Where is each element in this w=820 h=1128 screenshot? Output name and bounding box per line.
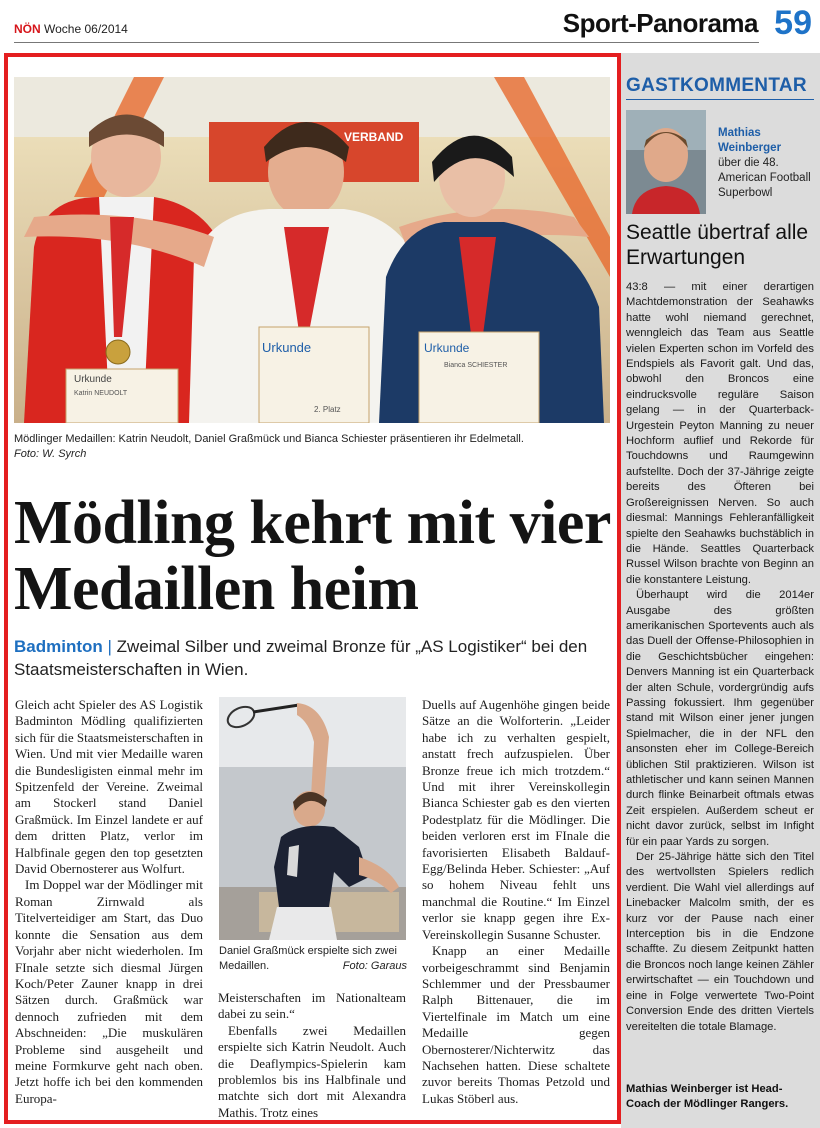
player-photo-caption: [219, 944, 407, 974]
player-photo-credit: Foto: Garaus: [342, 960, 407, 972]
photo-credit: Foto: W. Syrch: [14, 448, 87, 460]
commentary-paragraph: 43:8 — mit einer derartigen Machtdemonstration der Seahawks hatte wohl niemand gerechnet, wenngleich das Team aus Seattle vielen Experten schon im Vorfeld des Endspiels als Favorit galt. Und das, obwohl den Broncos eine eindrucksvolle reguläre Saison gelang — in der Quarterback-Urgestein Peyton Manning zu neuer Hochform auflief und Rekorde für Touchdowns und Raumgewinn aufstellte. Doch der 37-Jährige zeigte bereits des Öfteren bei Großereignissen Nerven. So auch diesmal: Mannings Fehleranfälligkeit spielte den Seahawks buchstäblich in die Hände. Seattles Quarterback Russel Wilson brachte von Beginn an die konstantere Leistung.: [626, 281, 814, 586]
cert3-name: Bianca SCHIESTER: [444, 362, 508, 369]
author-portrait: [626, 110, 706, 214]
commentary-headline: Seattle übertraf alle Erwartungen: [626, 221, 809, 269]
cert1-name: Katrin NEUDOLT: [74, 390, 128, 397]
cert2-title: Urkunde: [262, 340, 312, 355]
article-column-1: [15, 697, 203, 1107]
medalists-photo: [14, 77, 610, 423]
section-title: Sport-Panorama: [562, 8, 758, 38]
body-paragraph: Im Doppel war der Mödlinger mit Roman Zirnwald als Titelverteidiger am Start, das Duo konnte die Sensation aus dem Vorjahr aber nicht wiederholen. Im FInale setzte sich diesmal Jürgen Koch/Peter Zauner knapp in drei Sätzen durch. Graßmück war dennoch zufrieden mit dem Abschneiden: „Die muskulären Probleme sind ausgeheilt und meine Formkurve geht nach oben. Jetzt hoffe ich bei den kommenden Europa-: [15, 877, 203, 1106]
commentary-author-note: Mathias Weinberger ist Head-Coach der Mödlinger Rangers.: [626, 1083, 789, 1111]
commentary-body: [626, 280, 814, 1035]
sidebar-title: GASTKOMMENTAR: [626, 75, 807, 96]
body-paragraph: Ebenfalls zwei Medaillen erspielte sich Katrin Neudolt. Auch die Deaflympics-Spielerin kam problemlos bis ins Halbfinale und matchte sich dort mit Alexandra Mathis. Trotz eines: [218, 1022, 406, 1120]
kicker-label: Badminton: [14, 637, 103, 656]
body-paragraph: Meisterschaften im Nationalteam dabei zu sein.“: [218, 990, 406, 1022]
issue-label: Woche 06/2014: [44, 22, 128, 36]
article-subheadline: [14, 635, 610, 681]
author-info: [718, 126, 816, 201]
article-column-3: [422, 697, 610, 1107]
cert3-title: Urkunde: [424, 341, 470, 355]
author-description: über die 48. American Football Superbowl: [718, 157, 811, 199]
author-name: Mathias Weinberger: [718, 127, 782, 154]
page-number: 59: [774, 4, 812, 42]
article-column-2: [218, 990, 406, 1121]
kicker-separator: |: [107, 637, 112, 656]
brand-logo: NÖN: [14, 22, 41, 36]
commentary-paragraph: Überhaupt wird die 2014er Ausgabe des größten amerikanischen Sportevents auch als das Duell der Offense-Philosophien in die Geschichtsbücher eingehen: Denvers Manning ist ein Quarterback der alten Schule, vordergründig aufs Passing fokussiert. Ihm gegenüber stand mit Wilson einer jener jungen Spielmacher, die in der NFL den ansonsten eher im College-Bereich üblichen Stil praktizieren. Wilson ist athletischer und kann seinen Mannen durch flinke Beinarbeit oftmals etwas Zeit erspielen. Außerdem scheut er nicht davor zurück, selbst im Infight für ein paar Yards zu sorgen.: [626, 589, 814, 848]
subheadline-text: Zweimal Silber und zweimal Bronze für „AS Logistiker“ bei den Staatsmeisterschaften in Wien.: [14, 637, 588, 679]
sidebar-title-rule: [626, 99, 814, 100]
player-photo-caption-text: Daniel Graßmück erspielte sich zwei Medaillen.: [219, 945, 397, 972]
header-rule: [14, 42, 759, 43]
banner-text: VERBAND: [344, 130, 404, 144]
article-headline: Mödling kehrt mit vier Medaillen heim: [14, 489, 610, 623]
cert1-title: Urkunde: [74, 374, 112, 385]
body-paragraph: Duells auf Augenhöhe gingen beide Sätze an die Wolforterin. „Leider habe ich zu verhalten gespielt, anstatt frech aufzuspielen. Über Bronze freue ich mich trotzdem.“ Und mit ihrer Vereinskollegin Bianca Schiester gab es den vierten Podestplatz für die Mödlinger. Die beiden verloren erst im FInale die favorisierten Elisabeth Baldauf-Egg/Belinda Heber. Schiester: „Auf so hohem Niveau fehlt uns manchmal die Routine.“ Im Einzel verlor sie knapp gegen ihre Ex-Vereinskollegin Susanne Schuster.: [422, 697, 610, 942]
photo-caption: [14, 432, 610, 462]
body-paragraph: Knapp an einer Medaille vorbeigeschrammt sind Benjamin Schlemmer und der Pressbaumer Ralph Bittenauer, die im Viertelfinale im Match um eine Medaille gegen Obernosterer/Nichterwitz das Nachsehen hatten. Diese schaltete zuvor bereits Thomas Petzold und Lukas Stöberl aus.: [422, 943, 610, 1106]
page-header-issue: [14, 22, 128, 36]
photo-caption-text: Mödlinger Medaillen: Katrin Neudolt, Daniel Graßmück und Bianca Schiester präsentieren ihr Edelmetall.: [14, 433, 524, 445]
commentary-paragraph: Der 25-Jährige hätte sich den Titel des wertvollsten Spielers redlich verdient. Die Wahl viel allerdings auf Linebacker Malcolm smith, der es kurz vor der Pause nach einer Interception bis in die Endzone schaffte. Zu diesem Zeitpunkt hatten die Broncos noch lange keinen Zähler erwirtschaftet — ein Touchdown und eine in Folge verwertete Two-Point Conversion Ende des dritten Viertels vereitelten die totale Blamage.: [626, 851, 814, 1033]
player-action-photo: [219, 697, 406, 940]
body-paragraph: Gleich acht Spieler des AS Logistik Badminton Mödling qualifizierten sich für die Staatsmeisterschaften in Wien. Und mit vier Medaille waren die Bundesligisten einmal mehr im Spitzenfeld der Vereine. Zweimal am Stockerl stand Daniel Graßmück. Im Einzel landete er auf dem dritten Platz, verlor im Halbfinale gegen den top gesetzten David Obernosterer aus Wolfurt.: [15, 697, 203, 877]
cert2-place: 2. Platz: [314, 405, 341, 414]
